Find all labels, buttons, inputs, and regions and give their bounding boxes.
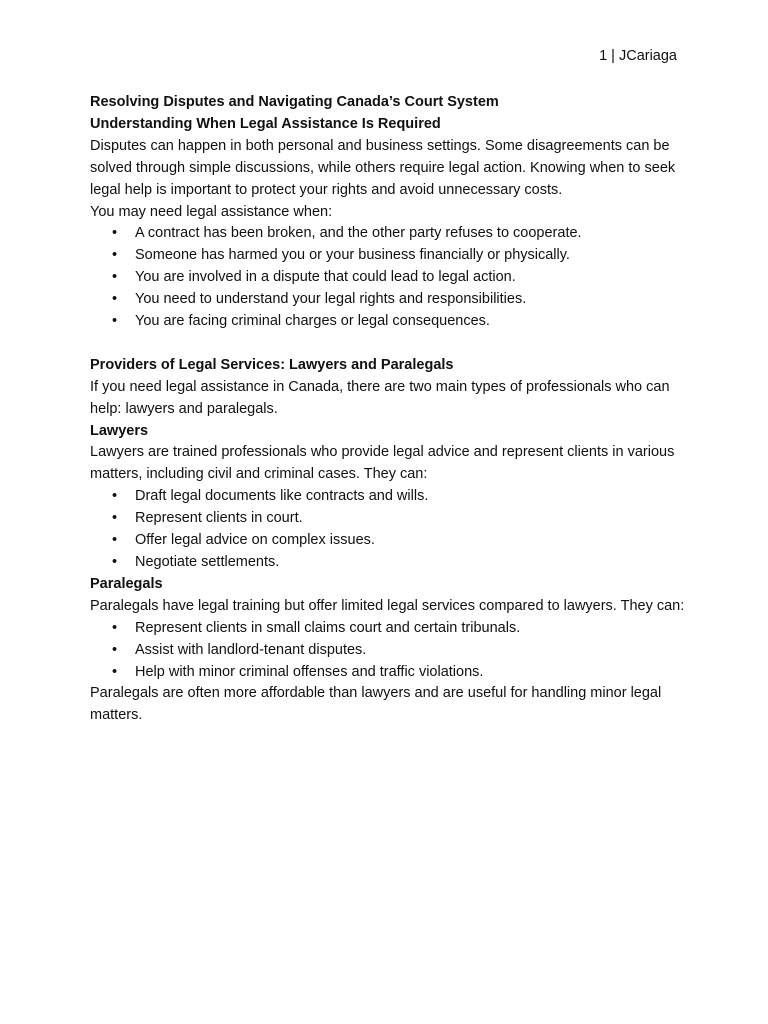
blank-line [90,333,690,355]
list-item-text: Offer legal advice on complex issues. [135,532,375,549]
bullet-list-paralegals [90,618,690,684]
section-paragraph: If you need legal assistance in Canada, there are two main types of professionals who can help: lawyers and paralegals. [90,378,670,417]
list-item-text: Negotiate settlements. [135,554,280,571]
list-item [90,640,690,662]
bullet-icon: • [112,247,118,264]
document-title: Resolving Disputes and Navigating Canada’s Court System [90,94,499,110]
bullet-icon: • [112,291,118,308]
list-item-text: You are involved in a dispute that could lead to legal action. [135,269,516,286]
list-item [90,311,690,333]
paralegals-paragraph: Paralegals have legal training but offer limited legal services compared to lawyers. They can: [90,597,685,614]
page-header: 1 | JCariaga [599,48,677,64]
list-item [90,618,690,640]
list-item-text: Assist with landlord-tenant disputes. [135,641,367,658]
bullet-icon: • [112,554,118,571]
closing-paragraph: Paralegals are often more affordable than lawyers and are useful for handling minor legal matters. [90,685,662,724]
lawyers-paragraph: Lawyers are trained professionals who provide legal advice and represent clients in various matters, including civil and criminal cases. They can: [90,444,675,483]
bullet-icon: • [112,663,118,680]
list-item-text: Draft legal documents like contracts and wills. [135,488,429,505]
subheading-paralegals: Paralegals [90,575,163,592]
bullet-icon: • [112,532,118,549]
section-paragraph: Disputes can happen in both personal and business settings. Some disagreements can be solved through simple discussions, while others require legal action. Knowing when to seek legal help is important to protect your rights and avoid unnecessary costs. [90,137,676,198]
bullet-icon: • [112,488,118,505]
section-heading-legal-assistance: Understanding When Legal Assistance Is Required [90,115,441,132]
list-item-text: You need to understand your legal rights and responsibilities. [135,291,527,308]
list-item-text: A contract has been broken, and the other party refuses to cooperate. [135,225,582,242]
list-item-text: Represent clients in small claims court and certain tribunals. [135,619,521,636]
list-item [90,508,690,530]
subheading-lawyers: Lawyers [90,422,149,439]
bullet-icon: • [112,619,118,636]
list-item [90,486,690,508]
document-body [90,92,690,727]
list-item [90,530,690,552]
list-item-text: You are facing criminal charges or legal consequences. [135,313,490,330]
bullet-icon: • [112,510,118,527]
section-heading-providers: Providers of Legal Services: Lawyers and Paralegals [90,356,454,373]
list-intro: You may need legal assistance when: [90,203,333,220]
list-item [90,267,690,289]
list-item [90,552,690,574]
list-item-text: Someone has harmed you or your business financially or physically. [135,247,570,264]
bullet-list-legal-assistance [90,223,690,333]
list-item-text: Help with minor criminal offenses and traffic violations. [135,663,484,680]
list-item-text: Represent clients in court. [135,510,303,527]
bullet-icon: • [112,225,118,242]
bullet-icon: • [112,269,118,286]
bullet-icon: • [112,641,118,658]
list-item [90,223,690,245]
bullet-list-lawyers [90,486,690,574]
list-item [90,245,690,267]
bullet-icon: • [112,313,118,330]
list-item [90,662,690,684]
list-item [90,289,690,311]
